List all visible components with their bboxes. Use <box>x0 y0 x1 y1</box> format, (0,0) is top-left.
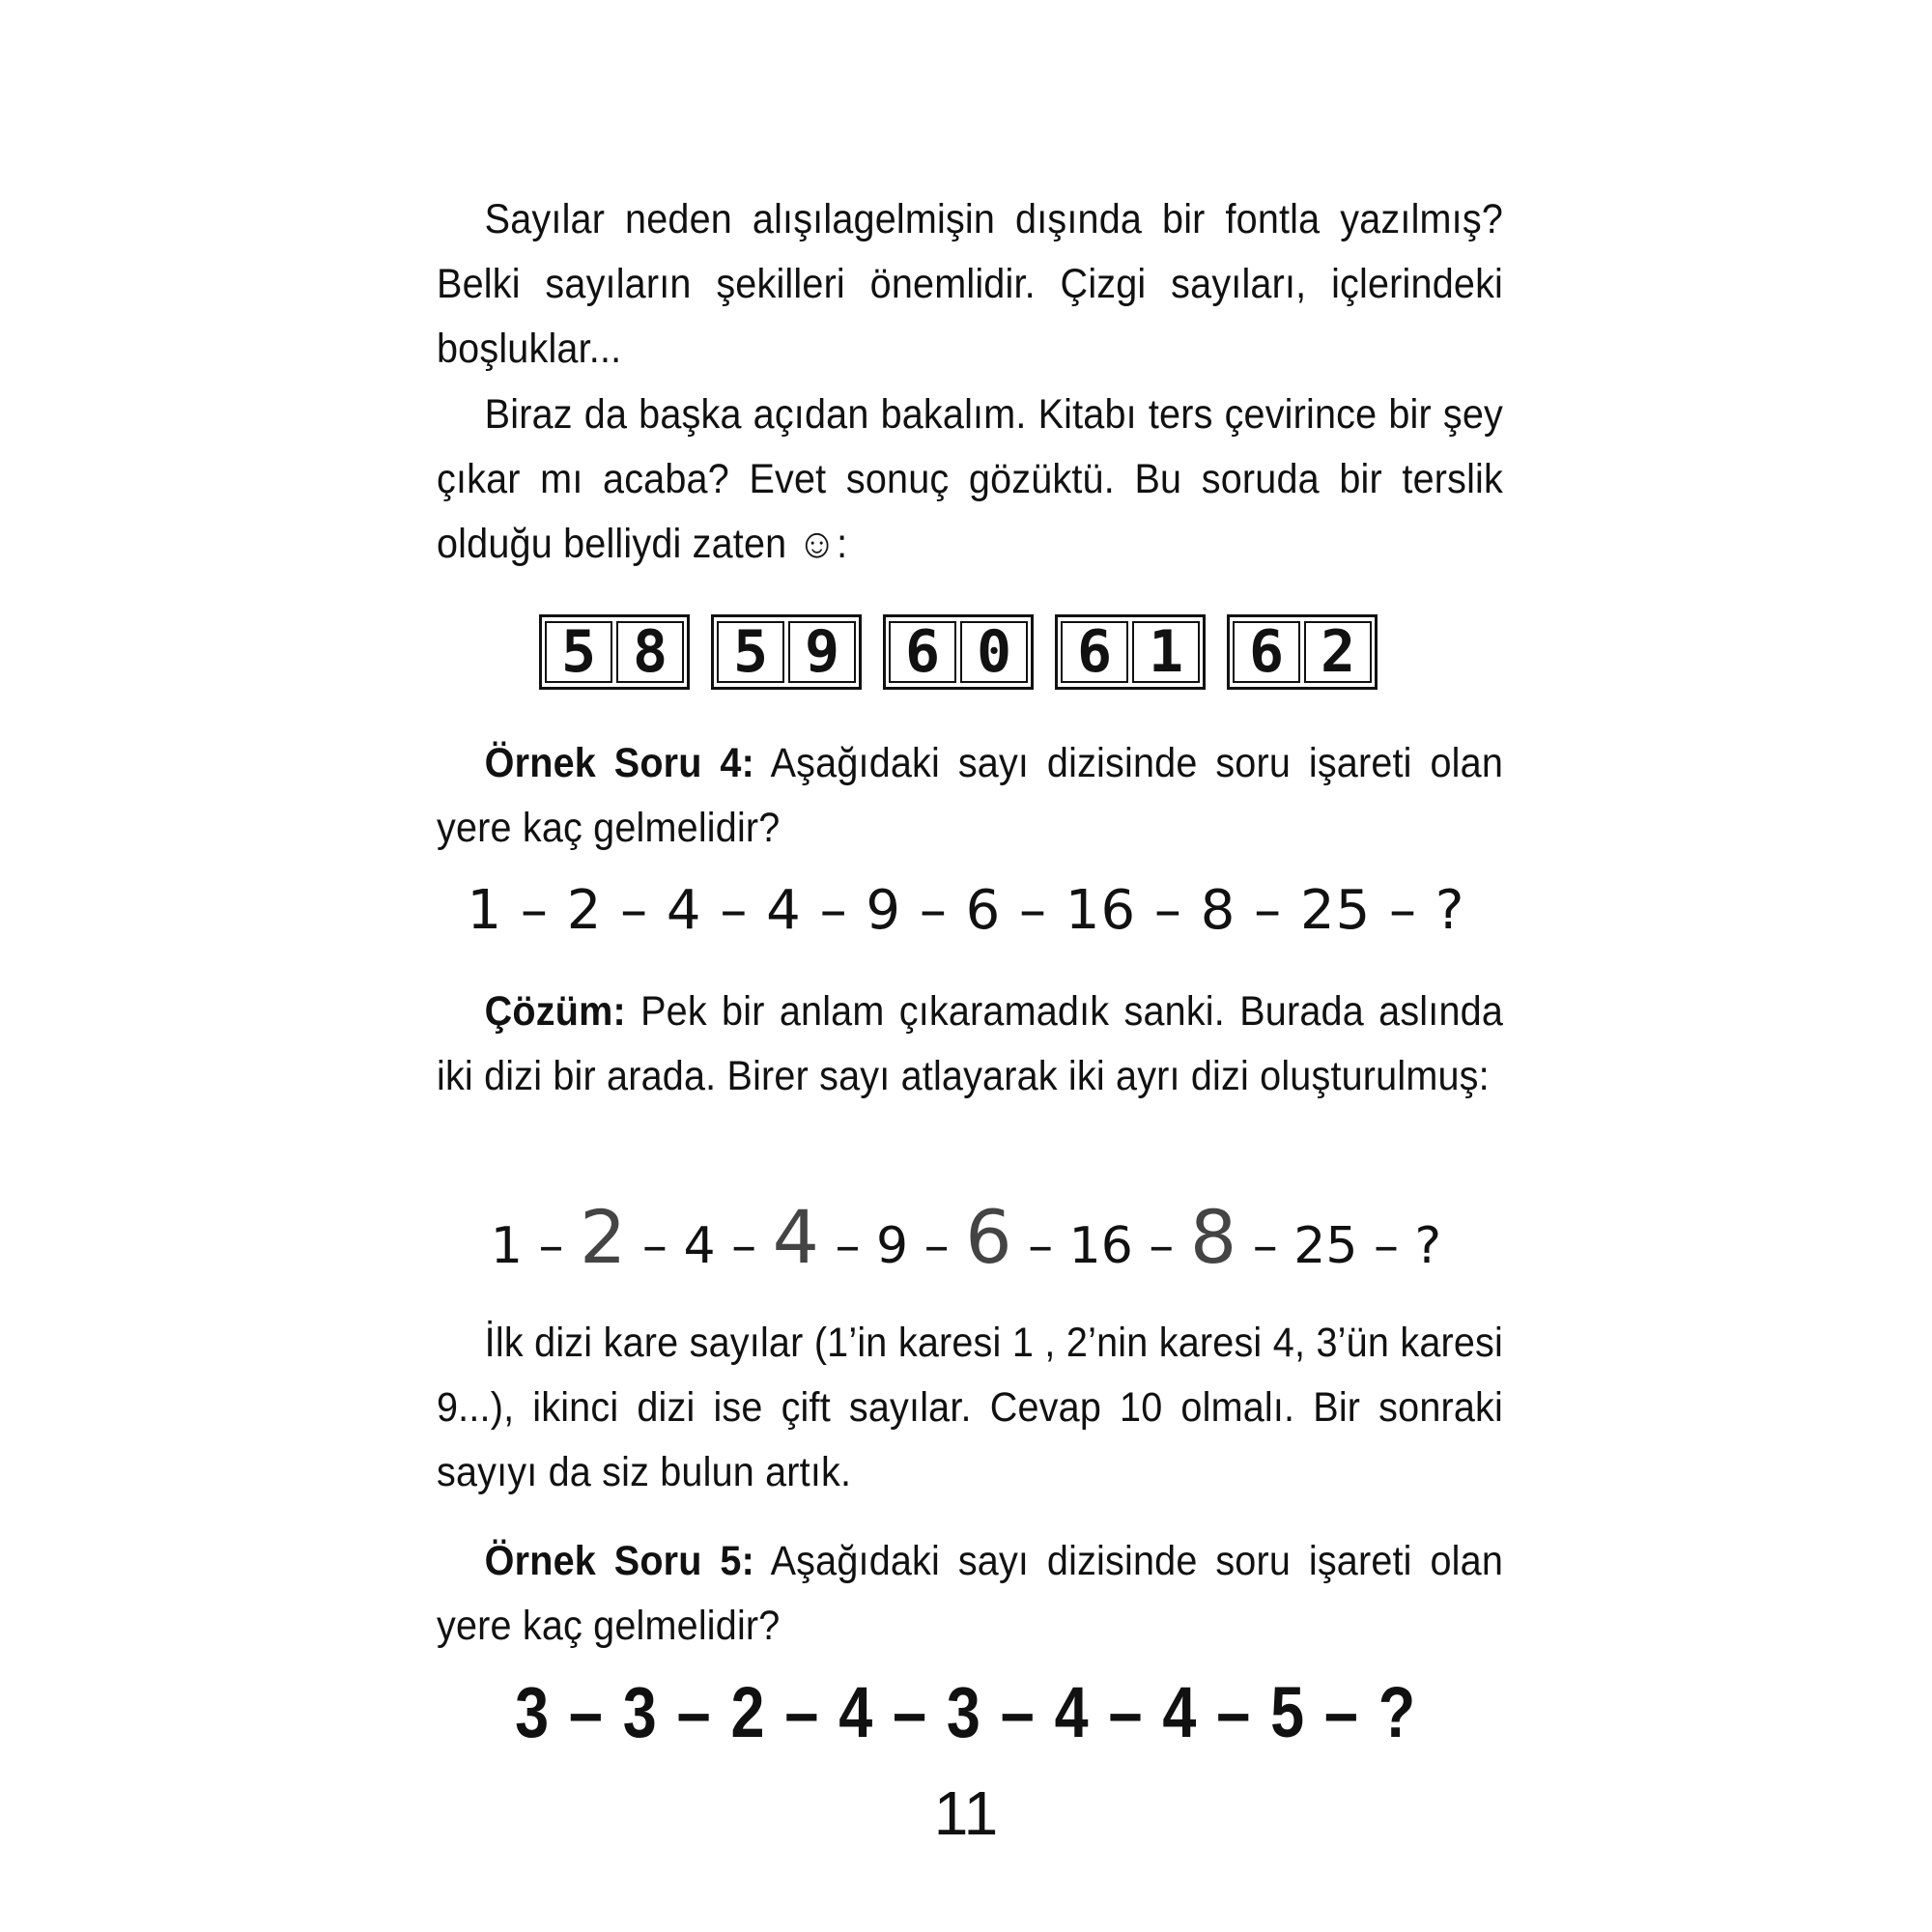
digital-number-box <box>883 614 1034 690</box>
paragraph-font-shapes <box>437 187 1503 382</box>
digital-digit: 8 <box>616 621 684 683</box>
digital-digit: 2 <box>1304 621 1372 683</box>
page-number: 11 <box>933 1778 999 1848</box>
question-text: Aşağıdaki sayı dizisinde soru işareti olan yere kaç gelmelidir? <box>437 1538 1504 1649</box>
sequence-term: ? <box>1414 1217 1442 1275</box>
question-label: Örnek Soru 5: <box>484 1538 754 1584</box>
number-sequence-highlighted: 1 – 2 – 4 – 4 – 9 – 6 – 16 – 8 – 25 – ? <box>490 1194 1442 1280</box>
question-text: Aşağıdaki sayı dizisinde soru işareti olan yere kaç gelmelidir? <box>437 740 1504 851</box>
paragraph-text: İlk dizi kare sayılar (1’in karesi 1 , 2’nin karesi 4, 3’ün karesi 9...), ikinci dizi ise çift sayılar. Cevap 10 olmalı. Bir sonraki sayıyı da siz bulun artık. <box>437 1320 1504 1495</box>
number-sequence-5: 3 – 3 – 2 – 4 – 3 – 4 – 4 – 5 – ? <box>515 1672 1417 1752</box>
solution-text: Pek bir anlam çıkaramadık sanki. Burada aslında iki dizi bir arada. Birer sayı atlayarak iki ayrı dizi oluşturulmuş: <box>437 988 1503 1099</box>
sequence-term: 25 <box>1293 1217 1358 1275</box>
sequence-term-highlighted: 8 <box>1189 1194 1237 1280</box>
paragraph-text: Sayılar neden alışılagelmişin dışında bir fontla yazılmış? Belki sayıların şekilleri önemlidir. Çizgi sayıları, içlerindeki boşluklar... <box>437 196 1504 372</box>
digital-digit: 6 <box>1061 621 1128 683</box>
solution-label: Çözüm: <box>484 988 626 1035</box>
digital-digit: 5 <box>717 621 784 683</box>
sequence-term: 9 <box>876 1217 909 1275</box>
digital-digit: 6 <box>889 621 956 683</box>
digital-digit: 9 <box>788 621 856 683</box>
sequence-term: 4 <box>683 1217 716 1275</box>
sequence-term-highlighted: 4 <box>772 1194 819 1280</box>
sequence-term: 16 <box>1068 1217 1133 1275</box>
example-question-5 <box>437 1529 1503 1659</box>
digital-digit: 5 <box>545 621 612 683</box>
digital-number-box <box>1055 614 1206 690</box>
digital-digit: 1 <box>1132 621 1200 683</box>
digital-number-box <box>711 614 862 690</box>
paragraph-text: Biraz da başka açıdan bakalım. Kitabı ters çevirince bir şey çıkar mı acaba? Evet sonuç gözüktü. Bu soruda bir terslik olduğu belliydi zaten ☺: <box>437 391 1504 567</box>
explanation-paragraph <box>437 1311 1503 1505</box>
example-question-4 <box>437 731 1503 861</box>
digital-digit: 6 <box>1233 621 1300 683</box>
paragraph-upside-down <box>437 383 1503 577</box>
number-sequence-4: 1 – 2 – 4 – 4 – 9 – 6 – 16 – 8 – 25 – ? <box>467 879 1465 942</box>
digital-digit: 0 <box>960 621 1028 683</box>
sequence-term-highlighted: 6 <box>965 1194 1012 1280</box>
sequence-term-highlighted: 2 <box>580 1194 627 1280</box>
solution-paragraph <box>437 980 1503 1109</box>
sequence-term: 1 <box>490 1217 523 1275</box>
digital-number-box <box>1227 614 1378 690</box>
digital-number-row <box>539 614 1378 690</box>
digital-number-box <box>539 614 690 690</box>
question-label: Örnek Soru 4: <box>484 740 754 786</box>
